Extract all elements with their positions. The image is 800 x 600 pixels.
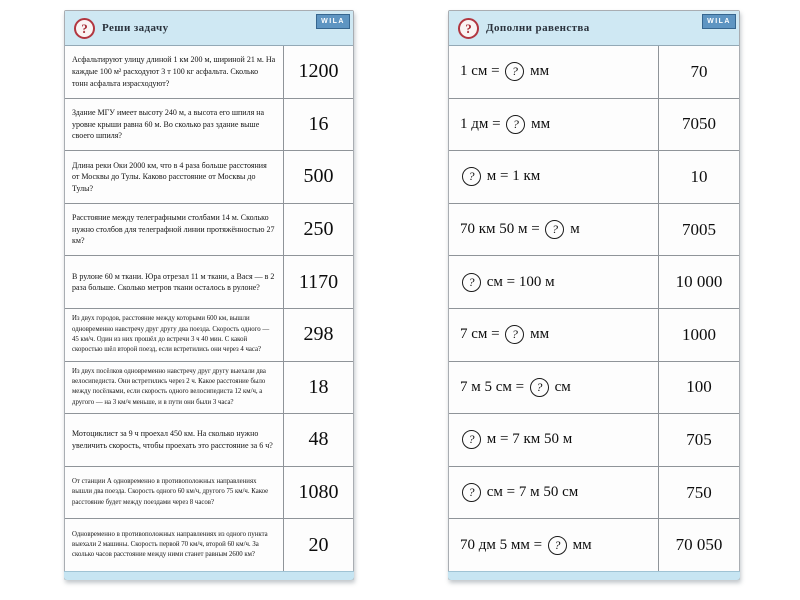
- word-problems-header: [65, 11, 353, 46]
- question-text: Асфальтируют улицу длиной 1 км 200 м, шириной 21 м. На каждые 100 м² расходуют 3 т 100 кг асфальта. Сколько тонн асфальта израсходуют?: [65, 46, 284, 98]
- equation-post: м: [566, 221, 580, 238]
- question-text: От станции А одновременно в противоположных направлениях вышли два поезда. Скорость одного 60 км/ч, другого 75 км/ч. Какое расстояние будет между поездами через 8 часов?: [65, 467, 284, 519]
- equalities-table: [449, 46, 739, 571]
- table-row: [65, 362, 353, 415]
- equation-pre: 7 см =: [460, 326, 504, 343]
- equation-text: [449, 99, 659, 151]
- answer-value: 500: [303, 165, 334, 188]
- circled-question-icon: ?: [530, 378, 549, 397]
- circled-question-icon: ?: [462, 167, 481, 186]
- word-problems-card: [64, 10, 354, 580]
- question-text: Здание МГУ имеет высоту 240 м, а высота его шпиля на уровне крыши равна 60 м. Во сколько раз здание выше своего шпиля?: [65, 99, 284, 151]
- table-row: [449, 204, 739, 257]
- equation-text: [449, 151, 659, 203]
- answer-value: 298: [303, 323, 334, 346]
- answer-value: 1170: [298, 270, 339, 293]
- equalities-header: [449, 11, 739, 46]
- question-mark-icon: ?: [74, 18, 95, 39]
- word-problems-title: Реши задачу: [102, 22, 169, 34]
- table-row: [65, 99, 353, 152]
- circled-question-icon: ?: [505, 325, 524, 344]
- answer-value: 7050: [682, 114, 716, 134]
- equation-text: [449, 46, 659, 98]
- equation-post: мм: [526, 63, 550, 80]
- table-row: [449, 519, 739, 571]
- table-row: [449, 99, 739, 152]
- circled-question-icon: ?: [548, 536, 567, 555]
- equation-text: [449, 467, 659, 519]
- answer-value: 1080: [298, 481, 339, 504]
- table-row: [449, 362, 739, 415]
- card-bottom-strip: [448, 571, 740, 580]
- question-text: Расстояние между телеграфными столбами 14 м. Сколько нужно столбов для телеграфной линии протяжённостью 27 км?: [65, 204, 284, 256]
- answer-value: 20: [308, 533, 329, 556]
- table-row: [449, 151, 739, 204]
- table-row: [65, 46, 353, 99]
- circled-question-icon: ?: [462, 483, 481, 502]
- answer-value: 10: [690, 166, 708, 186]
- circled-question-icon: ?: [462, 273, 481, 292]
- answer-value: 1200: [298, 60, 339, 83]
- answer-value: 10 000: [675, 272, 723, 292]
- equation-text: [449, 309, 659, 361]
- equation-pre: 70 км 50 м =: [460, 221, 544, 238]
- logo-badge: WILA: [316, 14, 350, 29]
- answer-value: 7005: [682, 219, 716, 239]
- answer-value: 250: [303, 218, 334, 241]
- equation-post: мм: [526, 326, 550, 343]
- table-row: [449, 46, 739, 99]
- answer-value: 100: [686, 377, 712, 397]
- circled-question-icon: ?: [506, 115, 525, 134]
- question-text: Длина реки Оки 2000 км, что в 4 раза больше расстояния от Москвы до Тулы. Каково расстояние от Москвы до Тулы?: [65, 151, 284, 203]
- equation-post: м = 1 км: [483, 168, 541, 185]
- table-row: [65, 256, 353, 309]
- equation-post: м = 7 км 50 м: [483, 431, 573, 448]
- answer-value: 70: [690, 61, 708, 81]
- equation-pre: 7 м 5 см =: [460, 378, 528, 395]
- equalities-card: [448, 10, 740, 580]
- question-text: Из двух посёлков одновременно навстречу друг другу выехали два велосипедиста. Они встретились через 2 ч. Какое расстояние было между посёлками, если скорость одного велосипедиста 12 км/ч, а другого — на 3 км/ч меньше, и в пути они были 3 часа?: [65, 362, 284, 414]
- table-row: [65, 467, 353, 520]
- table-row: [65, 309, 353, 362]
- table-row: [449, 467, 739, 520]
- word-problems-table: [65, 46, 353, 571]
- answer-value: 750: [686, 482, 712, 502]
- answer-value: 1000: [682, 324, 716, 344]
- equation-pre: 70 дм 5 мм =: [460, 536, 546, 553]
- equation-post: см = 100 м: [483, 273, 555, 290]
- logo-badge: WILA: [702, 14, 736, 29]
- equation-text: [449, 256, 659, 308]
- equalities-title: Дополни равенства: [486, 22, 590, 34]
- equation-post: мм: [527, 115, 551, 132]
- table-row: [65, 151, 353, 204]
- equation-pre: 1 дм =: [460, 115, 505, 132]
- table-row: [65, 519, 353, 571]
- question-mark-icon: ?: [458, 18, 479, 39]
- question-text: Мотоциклист за 9 ч проехал 450 км. На сколько нужно увеличить скорость, чтобы проехать это расстояние за 6 ч?: [65, 414, 284, 466]
- table-row: [65, 414, 353, 467]
- question-text: В рулоне 60 м ткани. Юра отрезал 11 м ткани, а Вася — в 2 раза больше. Сколько метров ткани осталось в рулоне?: [65, 256, 284, 308]
- answer-value: 70 050: [675, 535, 723, 555]
- equation-post: мм: [568, 536, 592, 553]
- equation-post: см: [550, 378, 571, 395]
- answer-value: 48: [308, 428, 329, 451]
- equation-text: [449, 414, 659, 466]
- table-row: [449, 414, 739, 467]
- circled-question-icon: ?: [545, 220, 564, 239]
- circled-question-icon: ?: [462, 430, 481, 449]
- answer-value: 18: [308, 375, 329, 398]
- equation-text: [449, 519, 659, 571]
- equation-pre: 1 см =: [460, 63, 504, 80]
- table-row: [449, 256, 739, 309]
- equation-post: см = 7 м 50 см: [483, 484, 579, 501]
- table-row: [449, 309, 739, 362]
- table-row: [65, 204, 353, 257]
- equation-text: [449, 204, 659, 256]
- answer-value: 705: [686, 429, 712, 449]
- equation-text: [449, 362, 659, 414]
- question-text: Из двух городов, расстояние между которыми 600 км, вышли одновременно навстречу друг другу два поезда. Скорость одного — 45 км/ч. Один из них прошёл до встречи 3 ч 40 мин. С какой скоростью шёл второй поезд, если встретились они через 4 часа?: [65, 309, 284, 361]
- card-bottom-strip: [64, 571, 354, 580]
- answer-value: 16: [308, 112, 329, 135]
- question-text: Одновременно в противоположных направлениях из одного пункта выехали 2 машины. Скорость первой 70 км/ч, второй 60 км/ч. За сколько часов расстояние между ними станет равным 2600 км?: [65, 519, 284, 571]
- circled-question-icon: ?: [505, 62, 524, 81]
